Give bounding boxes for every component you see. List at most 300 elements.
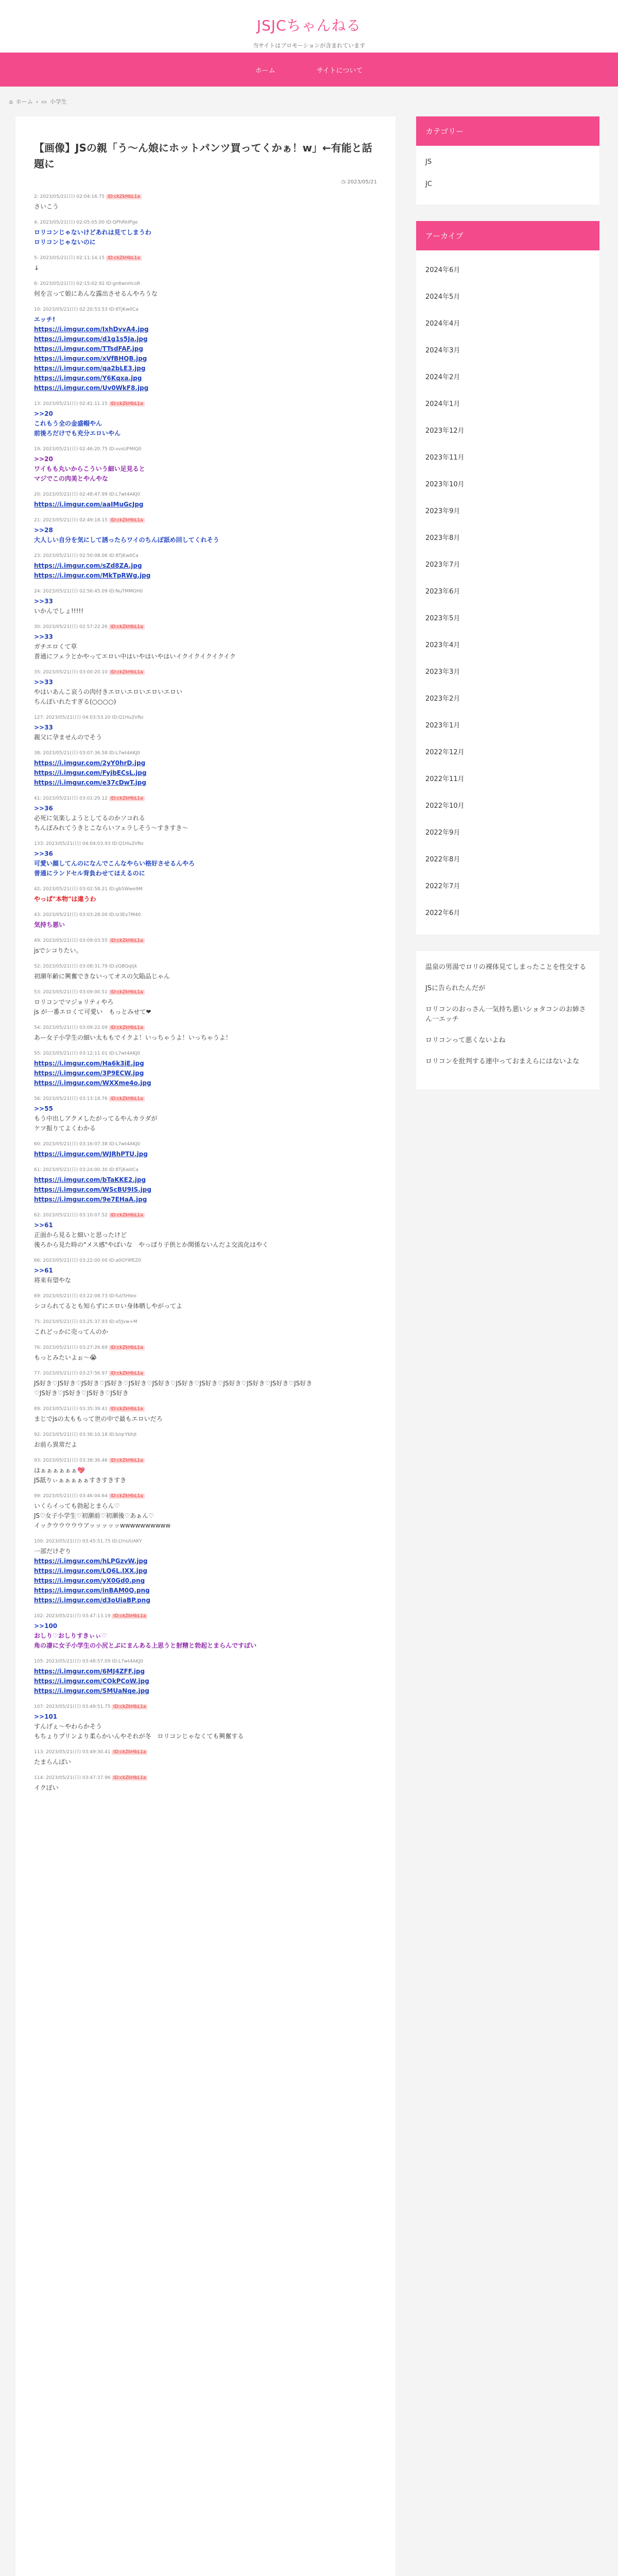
response-line: js が一番エロくて可愛い もっとみせて❤	[34, 1008, 151, 1015]
response-header	[34, 1774, 377, 1782]
archive-link[interactable]: 2023年10月	[425, 480, 465, 488]
image-link[interactable]: https://i.imgur.com/TTsdFAF.jpg	[34, 345, 143, 352]
response-body	[34, 597, 377, 616]
response-line: JS♡女子小学生♡初潮前♡初潮後♡あぁん♡	[34, 1512, 154, 1519]
response-line: これもう全の金盛帽やん	[34, 420, 102, 427]
response-body	[34, 1621, 377, 1651]
response-meta: 99: 2023/05/21(日) 03:46:04.64	[34, 1494, 108, 1499]
response-line: >>36	[34, 850, 53, 857]
category-link[interactable]: JC	[425, 180, 432, 188]
response-id-badge: ID:ckZkHbL1a	[109, 1406, 145, 1412]
response-line: おしり♡おしりすきぃぃ♡	[34, 1632, 107, 1639]
response-line: これどっかに売ってんのか	[34, 1328, 108, 1335]
response-line: >>28	[34, 527, 53, 534]
recent-post-link[interactable]: ロリコンのおっさん一気持ち悪いショタコンのお姉さん一エッチ	[425, 1006, 586, 1023]
response-line: >>33	[34, 724, 53, 731]
response-meta: 53: 2023/05/21(日) 03:09:00.51	[34, 990, 108, 995]
response-line: >>20	[34, 455, 53, 463]
response-line: JS舐りぃぁぁぁぁぁすきすきすき	[34, 1477, 127, 1484]
response-body	[34, 1379, 377, 1398]
response-header	[34, 911, 377, 919]
response	[34, 1257, 377, 1285]
response-header	[34, 491, 377, 498]
response-line: >>33	[34, 633, 53, 640]
response-meta: 5: 2023/05/21(日) 02:11:14.15	[34, 256, 105, 261]
response-body	[34, 526, 377, 545]
image-link[interactable]: https://i.imgur.com/d3oUiaBP.png	[34, 1597, 150, 1604]
response-line: すんげぇ〜やわらかそう	[34, 1723, 102, 1730]
response-line: 後ろから見た時の"メス感"やばいな やっぱり子供とか関係ないんだよ交流化はやく	[34, 1241, 269, 1248]
image-link[interactable]: https://i.imgur.com/WXXme4o.jpg	[34, 1079, 151, 1087]
response-body	[34, 894, 377, 904]
response-header	[34, 623, 377, 631]
response	[34, 491, 377, 510]
image-link[interactable]: https://i.imgur.com/IxhDvvA4.jpg	[34, 326, 149, 333]
response-body	[34, 1501, 377, 1531]
image-link[interactable]: https://i.imgur.com/COkPCoW.jpg	[34, 1677, 149, 1685]
response-id-badge: ID:ckZkHbL1a	[109, 624, 145, 630]
response-body	[34, 1712, 377, 1741]
response-header	[34, 1749, 377, 1756]
response-list	[34, 193, 377, 1793]
response-header	[34, 963, 377, 970]
article	[15, 116, 396, 2576]
response-line: さいこう	[34, 203, 59, 210]
response-id-badge: ID:ckZkHbL1a	[106, 194, 142, 199]
archive-link[interactable]: 2022年9月	[425, 828, 460, 837]
response-body	[34, 561, 377, 581]
response-line: もっとみたいよぉ〜😭	[34, 1354, 97, 1361]
response-meta: 10: 2023/05/21(日) 02:20:53.53 ID:8TjKw0Ca	[34, 307, 139, 312]
response-line: イクぼい	[34, 1784, 59, 1791]
response-line: >>61	[34, 1222, 53, 1229]
image-link[interactable]: https://i.imgur.com/FyjbECsL.jpg	[34, 769, 147, 776]
response-id-badge: ID:ckZkHbL1a	[109, 518, 145, 523]
response	[34, 552, 377, 581]
response-line: シコられてるとも知らずにエロい身体晒しやがってよ	[34, 1302, 183, 1310]
response-line: ケツ振りてよくわかる	[34, 1125, 96, 1132]
response-header	[34, 588, 377, 595]
response	[34, 750, 377, 788]
response-header	[34, 937, 377, 944]
response-body	[34, 1221, 377, 1250]
response-body	[34, 1547, 377, 1605]
response-id-badge: ID:ckZkHbL1a	[112, 1775, 147, 1781]
response-id-badge: ID:ckZkHbL1a	[109, 1345, 145, 1350]
response	[34, 193, 377, 212]
response-line: 可愛い顔してんのになんでこんなやらい格好させるんやろ	[34, 860, 195, 867]
response-header	[34, 517, 377, 524]
response	[34, 1538, 377, 1605]
response-body	[34, 920, 377, 930]
response	[34, 1344, 377, 1363]
response-line: いくらイっても勃起とまらん♡	[34, 1502, 120, 1510]
archive-link[interactable]: 2024年3月	[425, 346, 460, 354]
response-body	[34, 1414, 377, 1424]
response-id-badge: ID:ckZkHbL1a	[112, 1704, 147, 1709]
nav-home[interactable]: ホーム	[255, 66, 276, 75]
response-header	[34, 1344, 377, 1351]
response-meta: 13: 2023/05/21(日) 02:41:11.15	[34, 401, 108, 406]
nav-about[interactable]: サイトについて	[316, 66, 363, 75]
response-line: ちんぽみれてうきとこならいフェラしそう〜すきすき〜	[34, 824, 188, 832]
response-header	[34, 1141, 377, 1148]
response-meta: 133: 2023/05/21(日) 04:04:03.93 ID:Q1Hu2VRo	[34, 841, 144, 846]
image-link[interactable]: https://i.imgur.com/MkTpRWg.jpg	[34, 572, 151, 579]
response	[34, 219, 377, 247]
response-header	[34, 1050, 377, 1057]
image-link[interactable]: https://i.imgur.com/Uv0WkF8.jpg	[34, 384, 149, 392]
response-id-badge: ID:ckZkHbL1a	[109, 670, 145, 675]
breadcrumb-current[interactable]: 小学生	[49, 98, 67, 105]
response-line: やっぱ"本物"は違うわ	[34, 895, 96, 903]
response-meta: 75: 2023/05/21(日) 03:25:37.93 ID:xf/Jvw+M	[34, 1319, 138, 1325]
response-line: イックウウウウウアッッッッッwwwwwwwwww	[34, 1522, 171, 1529]
response	[34, 280, 377, 299]
archive-link[interactable]: 2022年8月	[425, 855, 460, 863]
response-meta: 2: 2023/05/21(日) 02:04:16.75	[34, 194, 105, 199]
recent-post-link[interactable]: 温泉の男湯でロリの裸体見てしまったことを性交する	[425, 963, 587, 971]
recent-post-link[interactable]: ロリコンを批判する連中っておまえらにはないよな	[425, 1058, 579, 1065]
image-link[interactable]: https://i.imgur.com/9e7EHaA.jpg	[34, 1196, 147, 1203]
response-line: 親父に孕ませんのでそう	[34, 734, 102, 741]
archive-link[interactable]: 2024年1月	[425, 400, 460, 408]
image-link[interactable]: https://i.imgur.com/bTaKKE2.jpg	[34, 1176, 146, 1183]
response-meta: 114: 2023/05/21(日) 03:47:37.96	[34, 1775, 111, 1781]
response	[34, 937, 377, 956]
image-link[interactable]: https://i.imgur.com/WScBU9IS.jpg	[34, 1186, 151, 1193]
response-body	[34, 1104, 377, 1133]
response-line: jsでシコりたい。	[34, 947, 82, 954]
archive-link[interactable]: 2023年9月	[425, 507, 460, 515]
response-header	[34, 1318, 377, 1326]
response	[34, 963, 377, 981]
response-line: >>61	[34, 1267, 53, 1274]
response-header	[34, 193, 377, 200]
response-line: 普通にランドセル背負わせてほえるのに	[34, 870, 145, 877]
category-widget-title: カテゴリー	[416, 116, 599, 146]
archive-link[interactable]: 2023年2月	[425, 694, 460, 703]
response-header	[34, 1538, 377, 1545]
archive-widget	[416, 221, 599, 935]
response-body	[34, 632, 377, 662]
image-link[interactable]: https://i.imgur.com/Y6Kqxa.jpg	[34, 375, 142, 382]
image-link[interactable]: https://i.imgur.com/Ha6k3iE.jpg	[34, 1060, 144, 1067]
response-meta: 56: 2023/05/21(日) 03:13:18.76	[34, 1096, 108, 1101]
archive-link[interactable]: 2022年11月	[425, 775, 465, 783]
response-meta: 100: 2023/05/21(日) 03:45:51.75 ID:LYnUUAKY	[34, 1539, 142, 1544]
response-meta: 41: 2023/05/21(日) 03:01:29.12	[34, 796, 108, 801]
response-body	[34, 1149, 377, 1159]
response	[34, 255, 377, 273]
category-link[interactable]: JS	[425, 158, 432, 166]
chevron-right-icon: ›	[36, 98, 39, 105]
response-body	[34, 315, 377, 393]
response-line: 普通にフェラとかやってエロい中はいやはいやはいイクイクイクイクイク	[34, 653, 236, 660]
response-line: 角の凄に女子小学生の小尻とぶにまんある上思うと射精と勃起とまらんですぽい	[34, 1642, 257, 1649]
response	[34, 1774, 377, 1793]
response-meta: 38: 2023/05/21(日) 03:07:36.58 ID:L7wt4AKJ0	[34, 751, 141, 756]
response-header	[34, 1493, 377, 1500]
archive-link[interactable]: 2023年1月	[425, 721, 460, 730]
archive-widget-title: アーカイブ	[416, 221, 599, 250]
response-line: 将来有望やな	[34, 1277, 72, 1284]
response-id-badge: ID:ckZkHbL1a	[109, 1096, 145, 1101]
response-header	[34, 1024, 377, 1031]
response-line: >>33	[34, 679, 53, 686]
response-id-badge: ID:ckZkHbL1a	[109, 1025, 145, 1030]
response-header	[34, 1212, 377, 1219]
response	[34, 588, 377, 616]
response-line: たまらんばい	[34, 1758, 72, 1766]
image-link[interactable]: https://i.imgur.com/6MJ4ZFF.jpg	[34, 1668, 145, 1675]
response-header	[34, 750, 377, 757]
response-line: >>101	[34, 1713, 58, 1720]
response-body	[34, 804, 377, 833]
response-header	[34, 1370, 377, 1377]
response-meta: 21: 2023/05/21(日) 02:49:18.15	[34, 518, 108, 523]
article-date-text: 2023/05/21	[347, 179, 377, 185]
archive-link[interactable]: 2023年8月	[425, 534, 460, 542]
response-header	[34, 795, 377, 802]
response-id-badge: ID:ckZkHbL1a	[109, 938, 145, 943]
archive-link[interactable]: 2024年4月	[425, 319, 460, 328]
response-body	[34, 1033, 377, 1043]
response-header	[34, 1613, 377, 1620]
image-link[interactable]: https://i.imgur.com/qa2bLE3.jpg	[34, 365, 146, 372]
response-header	[34, 886, 377, 893]
response-header	[34, 280, 377, 287]
response-line: もう中出しアクメしたがってるやんカラダが	[34, 1115, 158, 1122]
response	[34, 1703, 377, 1741]
image-link[interactable]: https://i.imgur.com/WJRhPTU.jpg	[34, 1150, 148, 1158]
recent-post-link[interactable]: ロリコンって悪くないよね	[425, 1037, 506, 1044]
response-meta: 77: 2023/05/21(日) 03:27:56.97	[34, 1371, 108, 1376]
response	[34, 517, 377, 545]
response-body	[34, 972, 377, 981]
response-line: >>36	[34, 805, 53, 812]
archive-link[interactable]: 2023年6月	[425, 587, 460, 596]
response	[34, 1431, 377, 1450]
response-meta: 4: 2023/05/21(日) 02:05:05.00 ID:QPhRkIPge	[34, 220, 138, 225]
response-body	[34, 1757, 377, 1767]
image-link[interactable]: https://i.imgur.com/LQ6L.IXX.jpg	[34, 1567, 147, 1574]
response-body	[34, 997, 377, 1017]
archive-link[interactable]: 2023年11月	[425, 453, 465, 462]
response-body	[34, 1667, 377, 1696]
sidebar	[416, 116, 599, 2576]
image-link[interactable]: https://i.imgur.com/sZd8ZA.jpg	[34, 562, 142, 569]
response-id-badge: ID:ckZkHbL1a	[106, 256, 142, 261]
response-meta: 105: 2023/05/21(日) 03:48:57.09 ID:L7wt4AKJ0	[34, 1659, 143, 1664]
response-meta: 92: 2023/05/21(日) 03:36:10.18 ID:b/qrYbhjt	[34, 1432, 137, 1437]
response	[34, 1457, 377, 1485]
archive-link[interactable]: 2023年3月	[425, 668, 460, 676]
response-line: ロリコンじゃないのに	[34, 239, 96, 246]
response-header	[34, 1257, 377, 1264]
archive-link[interactable]: 2023年5月	[425, 614, 460, 622]
response-line: エッチ!	[34, 316, 56, 323]
image-link[interactable]: https://i.imgur.com/aaIMuGcJpg	[34, 501, 144, 508]
response-line: マジでこの肉美とやんやな	[34, 475, 109, 482]
archive-link[interactable]: 2023年7月	[425, 561, 460, 569]
response-meta: 49: 2023/05/21(日) 03:09:03.55	[34, 938, 108, 943]
response	[34, 989, 377, 1017]
response-header	[34, 306, 377, 313]
response-header	[34, 446, 377, 453]
archive-link[interactable]: 2024年6月	[425, 266, 460, 274]
response	[34, 1370, 377, 1398]
response-body	[34, 289, 377, 299]
response-line: 正面から見ると細いと思ったけど	[34, 1231, 127, 1239]
response-id-badge: ID:ckZkHbL1a	[109, 401, 145, 406]
response-meta: 20: 2023/05/21(日) 02:48:47.99 ID:L7wt4AKJ0	[34, 492, 141, 497]
response-meta: 35: 2023/05/21(日) 03:00:20.10	[34, 670, 108, 675]
archive-link[interactable]: 2024年5月	[425, 293, 460, 301]
response-line: いかんでしょ!!!!!	[34, 607, 84, 615]
response-header	[34, 1166, 377, 1174]
response	[34, 1024, 377, 1043]
image-link[interactable]: https://i.imgur.com/yX0Gd0.png	[34, 1577, 145, 1584]
response-body	[34, 677, 377, 707]
response	[34, 446, 377, 484]
response-line: ガチエロくて草	[34, 643, 77, 650]
recent-posts-widget	[416, 951, 599, 1089]
response-line: 大人しい自分を気にして誘ったらワイのちんぽ舐め回してくれそう	[34, 536, 219, 544]
site-title[interactable]: JSJCちゃんねる	[256, 17, 362, 34]
response-body	[34, 1059, 377, 1088]
response	[34, 714, 377, 742]
response-meta: 60: 2023/05/21(日) 03:16:07.38 ID:L7wt4AKJ0	[34, 1142, 141, 1147]
response-header	[34, 219, 377, 226]
response-header	[34, 1703, 377, 1710]
folder-icon: ▭	[41, 98, 47, 105]
response-header	[34, 400, 377, 408]
response-line: ♡JS好き♡JS好き♡JS好き♡JS好き	[34, 1389, 129, 1397]
response-line: やはいあんこ哀うの肉付きエロいエロいエロいエロい	[34, 688, 183, 696]
response-meta: 113: 2023/05/21(日) 03:49:30.41	[34, 1750, 111, 1755]
response-body	[34, 1301, 377, 1311]
global-nav	[0, 53, 618, 87]
response-line: もちょりプリンより柔らかいんやそれが冬 ロリコンじゃなくても興奮する	[34, 1733, 244, 1740]
response-header	[34, 714, 377, 721]
response-id-badge: ID:ckZkHbL1a	[109, 1371, 145, 1376]
response-line: お前ら異常だよ	[34, 1441, 78, 1448]
archive-link[interactable]: 2023年12月	[425, 427, 465, 435]
response-header	[34, 989, 377, 996]
response	[34, 1658, 377, 1696]
response-id-badge: ID:ckZkHbL1a	[109, 990, 145, 995]
response-line: >>20	[34, 410, 53, 417]
response-id-badge: ID:ckZkHbL1a	[109, 1458, 145, 1463]
image-link[interactable]: https://i.imgur.com/inBAM0Q.png	[34, 1587, 150, 1594]
response-line: ロリコンでマジョリティやろ	[34, 998, 114, 1006]
recent-post-link[interactable]: JSに告られたんだが	[425, 985, 486, 992]
response-body	[34, 723, 377, 742]
response	[34, 1749, 377, 1767]
response-header	[34, 1405, 377, 1413]
response	[34, 306, 377, 393]
response-meta: 54: 2023/05/21(日) 03:09:22.09	[34, 1025, 108, 1030]
response-body	[34, 758, 377, 788]
response-body	[34, 946, 377, 956]
response-id-badge: ID:ckZkHbL1a	[112, 1614, 147, 1619]
response-meta: 76: 2023/05/21(日) 03:27:26.69	[34, 1345, 108, 1350]
response-meta: 6: 2023/05/21(日) 02:15:02.92 ID:gn6wnHcoR	[34, 281, 141, 286]
response-meta: 55: 2023/05/21(日) 03:12:11.01 ID:L7wt4AKJ0	[34, 1051, 141, 1056]
response-body	[34, 1466, 377, 1485]
response-body	[34, 1175, 377, 1205]
response	[34, 1318, 377, 1337]
image-link[interactable]: https://i.imgur.com/d1g1s5Ja.jpg	[34, 335, 148, 343]
response-body	[34, 1440, 377, 1450]
response	[34, 840, 377, 878]
response-id-badge: ID:ckZkHbL1a	[109, 1494, 145, 1499]
response	[34, 795, 377, 833]
response	[34, 623, 377, 662]
response-body	[34, 202, 377, 212]
response-body	[34, 849, 377, 878]
image-link[interactable]: https://i.imgur.com/e37cDwT.jpg	[34, 779, 146, 786]
image-link[interactable]: https://i.imgur.com/SMUaNqe.jpg	[34, 1687, 149, 1694]
response-header	[34, 255, 377, 262]
archive-link[interactable]: 2022年7月	[425, 882, 460, 890]
image-link[interactable]: https://i.imgur.com/xVfBHQB.jpg	[34, 355, 147, 362]
archive-link[interactable]: 2023年4月	[425, 641, 460, 649]
response	[34, 669, 377, 707]
response-body	[34, 228, 377, 247]
response-body	[34, 409, 377, 438]
response-meta: 89: 2023/05/21(日) 03:35:39.41	[34, 1406, 108, 1412]
article-date	[34, 179, 377, 185]
archive-link[interactable]: 2022年6月	[425, 909, 460, 917]
response	[34, 1095, 377, 1133]
archive-link[interactable]: 2022年12月	[425, 748, 465, 756]
response-header	[34, 552, 377, 560]
archive-link[interactable]: 2024年2月	[425, 373, 460, 381]
response-header	[34, 1431, 377, 1438]
response-meta: 69: 2023/05/21(日) 03:22:08.73 ID:ful/5HIeo	[34, 1294, 136, 1299]
response-line: ロリコンじゃないけどあれは見てしまうわ	[34, 229, 151, 236]
image-link[interactable]: https://i.imgur.com/2yY0hrD.jpg	[34, 759, 146, 767]
response-body	[34, 500, 377, 510]
archive-link[interactable]: 2022年10月	[425, 802, 465, 810]
response-meta: 24: 2023/05/21(日) 02:56:45.09 ID:NuTMMGH0	[34, 589, 143, 594]
response-header	[34, 840, 377, 848]
response-header	[34, 1293, 377, 1300]
image-link[interactable]: https://i.imgur.com/3P9ECW.jpg	[34, 1070, 144, 1077]
response-meta: 61: 2023/05/21(日) 03:24:00.30 ID:8TjKw0Ca	[34, 1167, 139, 1173]
response	[34, 1613, 377, 1651]
response-id-badge: ID:ckZkHbL1a	[109, 1213, 145, 1218]
breadcrumb-home[interactable]: ホーム	[15, 98, 33, 105]
response-meta: 62: 2023/05/21(日) 03:10:07.52	[34, 1213, 108, 1218]
response-line: まじでjsの太ももって世の中で最もエロいだろ	[34, 1415, 163, 1422]
response-line: JS好き♡JS好き♡JS好き♡JS好き♡JS好き♡JS好き♡JS好き♡JS好き♡JS好き♡JS好き♡JS好き♡JS好き	[34, 1380, 313, 1387]
clock-icon: ◷	[341, 179, 348, 185]
response-meta: 107: 2023/05/21(日) 03:49:51.75	[34, 1704, 111, 1709]
response-line: >>33	[34, 598, 53, 605]
response-line: 気持ち悪い	[34, 921, 65, 928]
response-header	[34, 1457, 377, 1464]
response-meta: 127: 2023/05/21(日) 04:03:53.20 ID:Q1Hu2VRo	[34, 715, 144, 720]
response-header	[34, 1658, 377, 1665]
image-link[interactable]: https://i.imgur.com/hLPGzvW.jpg	[34, 1557, 148, 1565]
response-id-badge: ID:ckZkHbL1a	[109, 796, 145, 801]
response	[34, 1166, 377, 1205]
response-line: 必死に気楽しようとしてるのかソコれる	[34, 815, 145, 822]
response	[34, 1050, 377, 1088]
